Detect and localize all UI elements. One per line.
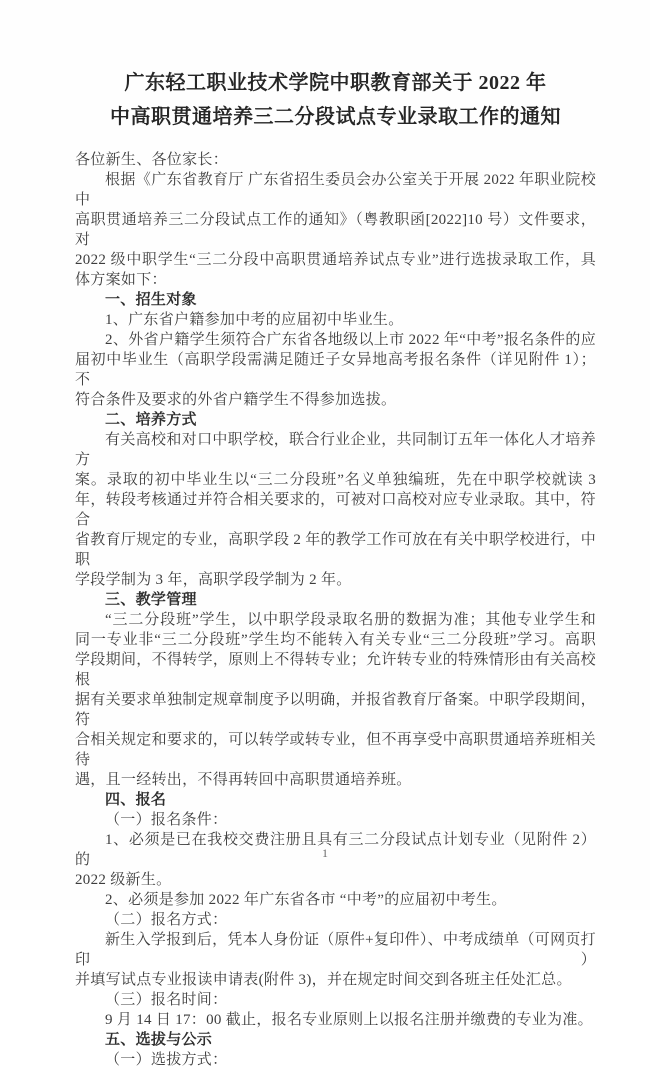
body-line: 合相关规定和要求的，可以转学或转专业，但不再享受中高职贯通培养班相关待 bbox=[75, 732, 596, 768]
body-line: 年，转段考核通过并符合相关要求的，可被对口高校对应专业录取。其中，符合 bbox=[75, 492, 596, 528]
body-line: 各位新生、各位家长： bbox=[75, 152, 229, 168]
body-line: 案。录取的初中毕业生以“三二分段班”名义单独编班，先在中职学校就读 3 bbox=[75, 472, 596, 488]
body-line: “三二分段班”学生，以中职学段录取名册的数据为准；其他专业学生和 bbox=[105, 612, 596, 628]
body-line: 四、报名 bbox=[105, 792, 167, 808]
body-line: （一）报名条件： bbox=[105, 812, 228, 828]
body-line: 学段学制为 3 年，高职学段学制为 2 年。 bbox=[75, 572, 352, 588]
body-line: 据有关要求单独制定规章制度予以明确，并报省教育厅备案。中职学段期间，符 bbox=[75, 692, 596, 728]
document-content bbox=[75, 66, 596, 1070]
body-line: 并填写试点专业报读申请表(附件 3)，并在规定时间交到各班主任处汇总。 bbox=[75, 972, 572, 988]
document-title-line: 广东轻工职业技术学院中职教育部关于 2022 年 bbox=[124, 72, 547, 94]
body-line: 9 月 14 日 17：00 截止，报名专业原则上以报名注册并缴费的专业为准。 bbox=[105, 1012, 593, 1028]
body-line: 2022 级中职学生“三二分段中高职贯通培养试点专业”进行选拔录取工作，具 bbox=[75, 252, 596, 268]
body-line: 新生入学报到后，凭本人身份证（原件+复印件）、中考成绩单（可网页打印） bbox=[75, 932, 596, 968]
body-line: （三）报名时间： bbox=[105, 992, 228, 1008]
body-line: 五、选拔与公示 bbox=[105, 1032, 213, 1048]
body-line: 二、培养方式 bbox=[105, 412, 197, 428]
document-title bbox=[75, 66, 596, 134]
body-line: 省教育厅规定的专业，高职学段 2 年的教学工作可放在有关中职学校进行，中职 bbox=[75, 532, 596, 568]
body-line: 学段期间，不得转学，原则上不得转专业；允许转专业的特殊情形由有关高校根 bbox=[75, 652, 596, 688]
document-body bbox=[75, 150, 596, 1070]
body-line: 符合条件及要求的外省户籍学生不得参加选拔。 bbox=[75, 392, 397, 408]
body-line: 2、外省户籍学生须符合广东省各地级以上市 2022 年“中考”报名条件的应 bbox=[105, 332, 596, 348]
body-line: 遇，且一经转出，不得再转回中高职贯通培养班。 bbox=[75, 772, 412, 788]
body-line: 1、广东省户籍参加中考的应届初中毕业生。 bbox=[105, 312, 404, 328]
body-line: 高职贯通培养三二分段试点工作的通知》（粤教职函[2022]10 号）文件要求，对 bbox=[75, 212, 596, 248]
body-line: 有关高校和对口中职学校，联合行业企业，共同制订五年一体化人才培养方 bbox=[75, 432, 596, 468]
body-line: 一、招生对象 bbox=[105, 292, 197, 308]
body-line: 2022 级新生。 bbox=[75, 872, 172, 888]
body-line: 同一专业非“三二分段班”学生均不能转入有关专业“三二分段班”学习。高职 bbox=[75, 632, 596, 648]
body-line: 1、必须是已在我校交费注册且具有三二分段试点计划专业（见附件 2）的 bbox=[75, 832, 596, 868]
body-line: 根据《广东省教育厅 广东省招生委员会办公室关于开展 2022 年职业院校中 bbox=[75, 172, 596, 208]
body-line: 届初中毕业生（高职学段需满足随迁子女异地高考报名条件（详见附件 1）；不 bbox=[75, 352, 596, 388]
body-line: 体方案如下： bbox=[75, 272, 167, 288]
page-number: 1 bbox=[322, 846, 328, 860]
body-line: 2、必须是参加 2022 年广东省各市 “中考”的应届初中考生。 bbox=[105, 892, 507, 908]
document-title-line: 中高职贯通培养三二分段试点专业录取工作的通知 bbox=[110, 106, 561, 128]
body-line: 三、教学管理 bbox=[105, 592, 197, 608]
body-line: （二）报名方式： bbox=[105, 912, 228, 928]
body-line: （一）选拔方式： bbox=[105, 1052, 228, 1068]
